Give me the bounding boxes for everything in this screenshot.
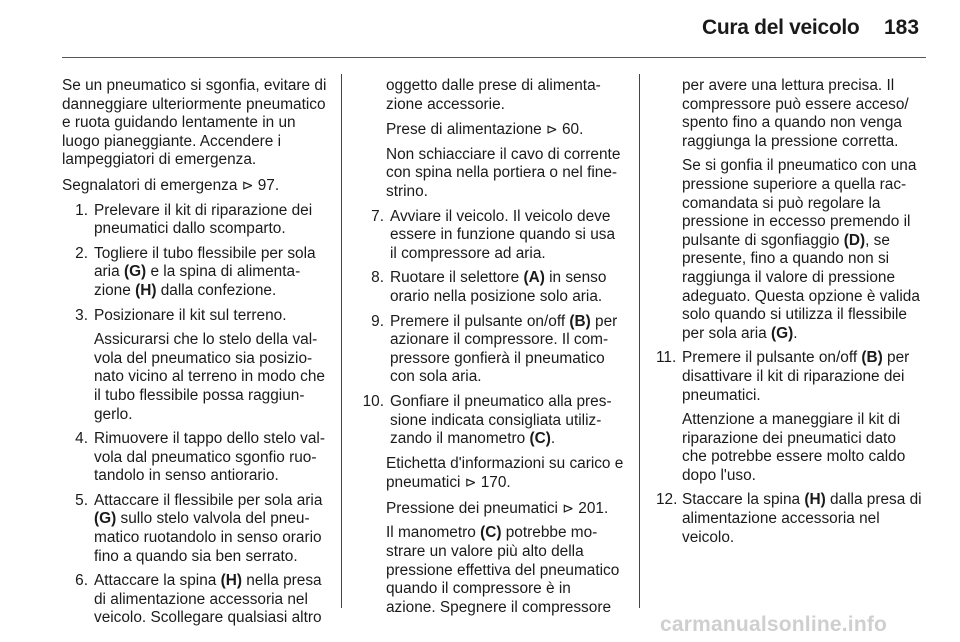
page-header [0,0,960,58]
list-item: 12. Staccare la spina (H) dalla presa di alimentazione accessoria nel veicolo. [656,491,922,546]
arrow-ref-icon: ⊳ [545,121,558,138]
watermark: carmanualsonline.info [660,613,888,636]
page-title: Cura del veicolo [702,16,860,39]
list-item: 4. Rimuovere il tappo dello stelo valvola dal pneumatico sgonfio ruotandolo in senso antiorario. [75,430,325,485]
step-note: Il manometro (C) potrebbe mostrare un valore più alto della pressione effettiva del pneumatico quando il compressore è in azione. Spegnere il compressore [386,524,620,616]
paragraph: Segnalatori di emergenza ⊳ 97. [62,176,280,194]
step-note: oggetto dalle prese di alimentazione accessorie. [386,77,601,113]
list-item: 5. Attaccare il flessibile per sola aria (G) sullo stelo valvola del pneumatico ruotandolo in senso orario fino a quando sia ben serrato. [75,491,323,565]
list-item: 11. Premere il pulsante on/off (B) per disattivare il kit di riparazione dei pneumatici. [656,349,910,404]
list-item: 6. Attaccare la spina (H) nella presa di alimentazione accessoria nel veicolo. Scollegare qualsiasi altro [75,572,322,627]
page-ref: 97. [257,176,280,194]
list-item: 9. Premere il pulsante on/off (B) per azionare il compressore. Il compressore gonfierà il pneumatico con sola aria. [371,312,618,386]
page-ref: 201. [578,499,609,517]
list-item: 8. Ruotare il selettore (A) in senso orario nella posizione solo aria. [371,269,607,305]
column-divider [341,74,342,608]
step-note: Attenzione a maneggiare il kit di riparazione dei pneumatici dato che potrebbe essere molto caldo dopo l'uso. [682,411,906,484]
step-note: Non schiacciare il cavo di corrente con spina nella portiera o nel finestrino. [386,145,621,200]
page-ref: 170. [480,474,511,492]
list-item: 3. Posizionare il kit sul terreno. [75,306,287,324]
list-item: 2. Togliere il tubo flessibile per sola aria (G) e la spina di alimentazione (H) dalla confezione. [75,244,316,299]
step-note: Prese di alimentazione ⊳ 60. [386,121,584,139]
column-3 [656,77,924,553]
paragraph: Se un pneumatico si sgonfia, evitare di danneggiare ulteriormente pneumatico e ruota guidando lentamente in un luogo pianeggiante. Accendere i lampeggiatori di emergenza. [62,77,327,169]
column-1 [62,77,328,634]
step-note: Etichetta d'informazioni su carico e pneumatici ⊳ 170. [386,454,624,492]
arrow-ref-icon: ⊳ [241,176,254,193]
page-number: 183 [884,16,920,39]
column-2 [358,77,624,623]
list-item: 10. Gonfiare il pneumatico alla pressione indicata consigliata utilizzando il manometro (C). [362,392,612,448]
header-rule [62,57,926,58]
page-ref: 60. [562,121,584,139]
arrow-ref-icon: ⊳ [464,474,477,491]
step-note: Se si gonfia il pneumatico con una pressione superiore a quella raccomandata si può regolare la pressione in eccesso premendo il pulsante di sgonfiaggio (D), se presente, fino a quando non si raggiunga il valore di pressione adeguato. Questa opzione è valida solo quando si utilizza il flessibile per sola aria (G). [682,157,920,342]
arrow-ref-icon: ⊳ [562,499,574,516]
column-divider [639,74,640,608]
step-note: Pressione dei pneumatici ⊳ 201. [386,499,609,517]
list-item: 1. Prelevare il kit di riparazione dei pneumatici dallo scomparto. [75,201,313,238]
step-note: Assicurarsi che lo stelo della valvola del pneumatico sia posizionato vicino al terreno in modo che il tubo flessibile possa raggiungerlo. [94,331,325,423]
step-note: per avere una lettura precisa. Il compressore può essere acceso/ spento fino a quando non venga raggiunga la pressione corretta. [682,77,909,150]
list-item: 7. Avviare il veicolo. Il veicolo deve essere in funzione quando si usa il compressore ad aria. [371,207,616,262]
